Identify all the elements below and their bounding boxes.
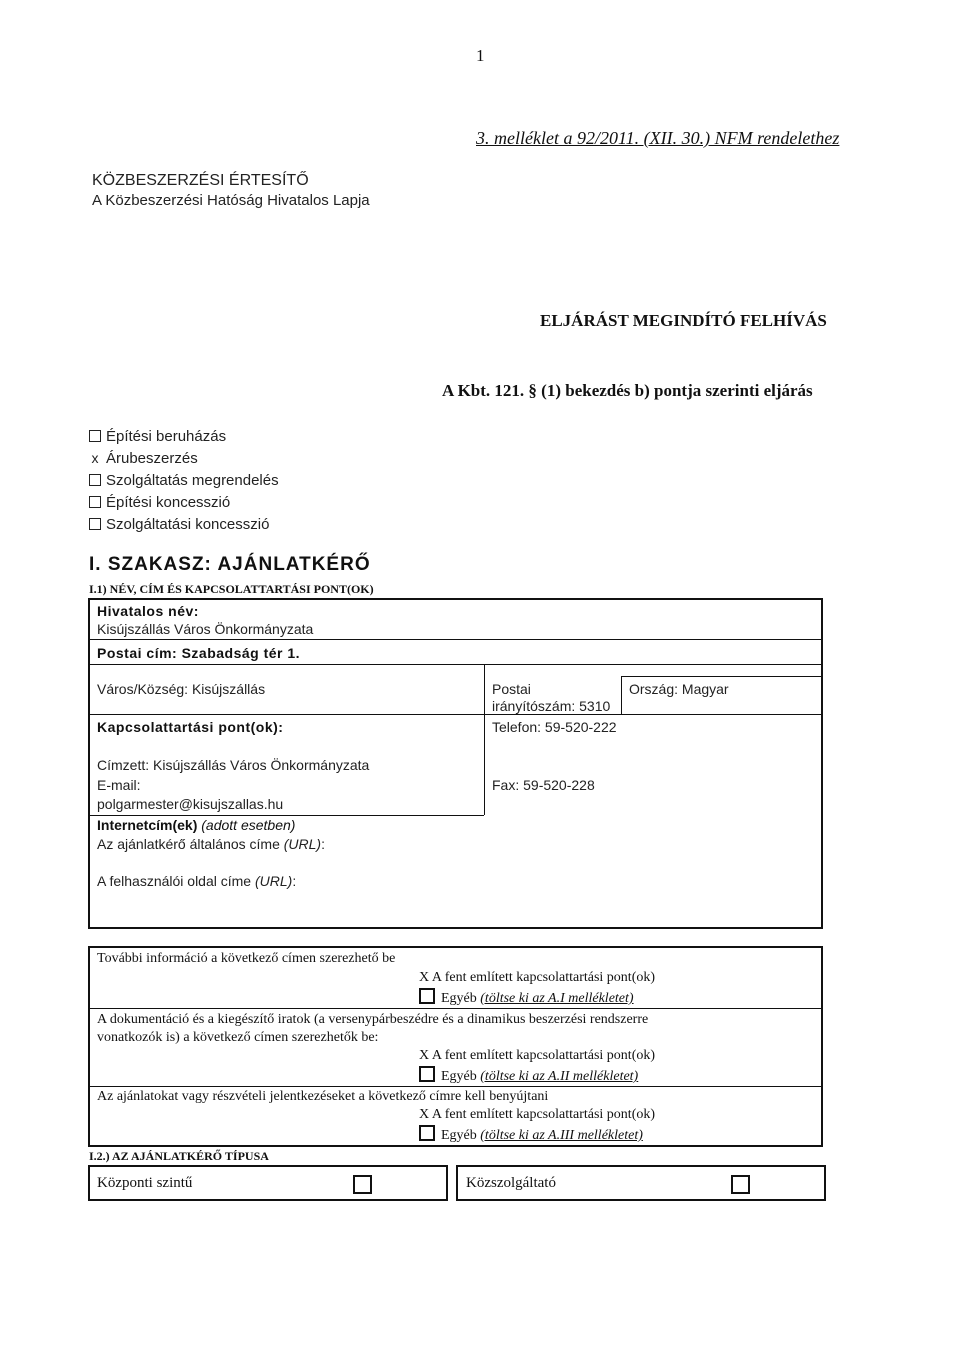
postal-code-label: Postai	[492, 681, 531, 697]
addressee: Címzett: Kisújszállás Város Önkormányzata	[97, 757, 370, 773]
checkbox-empty[interactable]	[419, 1125, 435, 1141]
contract-type-label: Árubeszerzés	[106, 449, 198, 467]
section-1-2-title: I.2.) AZ AJÁNLATKÉRŐ TÍPUSA	[89, 1149, 269, 1163]
public-utility-checkbox[interactable]	[731, 1175, 750, 1194]
contract-type-item	[89, 470, 279, 490]
option-above-contact[interactable]: X A fent említett kapcsolattartási pont(ok)	[419, 1107, 656, 1122]
page-number: 1	[476, 46, 485, 65]
x-mark: X	[419, 1048, 430, 1063]
divider	[89, 1086, 822, 1087]
divider	[484, 664, 485, 815]
postal-code: irányítószám: 5310	[492, 698, 611, 714]
contract-type-label: Építési beruházás	[106, 427, 227, 445]
email-address[interactable]: polgarmester@kisujszallas.hu	[97, 796, 284, 812]
documentation-question: A dokumentáció és a kiegészítő iratok (a versenypárbeszédre és a dinamikus beszerzési rendszerre	[97, 1012, 649, 1027]
divider	[89, 664, 822, 665]
official-name: Kisújszállás Város Önkormányzata	[97, 621, 314, 637]
public-utility-label: Közszolgáltató	[466, 1175, 556, 1191]
internet-heading	[97, 817, 295, 833]
checkbox-empty[interactable]	[89, 474, 101, 486]
divider	[621, 676, 622, 714]
contract-type-label: Építési koncesszió	[106, 493, 231, 511]
phone: Telefon: 59-520-222	[492, 719, 617, 735]
checkbox-empty[interactable]	[89, 518, 101, 530]
divider	[89, 714, 822, 715]
checkbox-empty[interactable]	[419, 988, 435, 1004]
procedure-type: A Kbt. 121. § (1) bekezdés b) pontja szerinti eljárás	[442, 381, 813, 400]
contract-type-item	[89, 492, 230, 512]
contract-type-label: Szolgáltatási koncesszió	[106, 515, 270, 533]
option-above-contact[interactable]: X A fent említett kapcsolattartási pont(ok)	[419, 1048, 656, 1063]
general-url-label: Az ajánlatkérő általános címe (URL):	[97, 836, 325, 852]
divider	[89, 1008, 822, 1009]
internet-note: (adott esetben)	[201, 817, 296, 833]
central-level-label: Központi szintű	[97, 1175, 193, 1191]
journal-subtitle: A Közbeszerzési Hatóság Hivatalos Lapja	[92, 192, 370, 209]
internet-label: Internetcím(ek)	[97, 817, 198, 833]
contract-type-item	[89, 426, 226, 446]
contact-points-label: Kapcsolattartási pont(ok):	[97, 719, 284, 735]
x-mark: X	[419, 1107, 430, 1122]
checkbox-empty[interactable]	[89, 430, 101, 442]
option-other[interactable]: Egyéb (töltse ki az A.I mellékletet)	[419, 988, 634, 1007]
email-label: E-mail:	[97, 777, 141, 793]
further-info-question: További információ a következő címen szerezhető be	[97, 951, 396, 966]
option-other[interactable]: Egyéb (töltse ki az A.III mellékletet)	[419, 1125, 643, 1144]
divider	[89, 815, 484, 816]
checkbox-empty[interactable]	[419, 1066, 435, 1082]
official-name-label: Hivatalos név:	[97, 603, 199, 619]
annex-reference: 3. melléklet a 92/2011. (XII. 30.) NFM rendelethez	[476, 128, 840, 148]
journal-name: KÖZBESZERZÉSI ÉRTESÍTŐ	[92, 172, 309, 189]
documentation-question-cont: vonatkozók is) a következő címen szerezhetők be:	[97, 1030, 379, 1045]
checkbox-empty[interactable]	[89, 496, 101, 508]
option-above-contact[interactable]: X A fent említett kapcsolattartási pont(ok)	[419, 970, 656, 985]
city: Város/Község: Kisújszállás	[97, 681, 266, 697]
subsection-title: I.1) NÉV, CÍM ÉS KAPCSOLATTARTÁSI PONT(OK)	[89, 582, 374, 596]
postal-address: Postai cím: Szabadság tér 1.	[97, 645, 301, 661]
section-title: I. SZAKASZ: AJÁNLATKÉRŐ	[89, 554, 371, 575]
contract-type-item	[89, 514, 269, 534]
document-title: ELJÁRÁST MEGINDÍTÓ FELHÍVÁS	[540, 311, 827, 330]
user-url-label: A felhasználói oldal címe (URL):	[97, 873, 297, 889]
country: Ország: Magyar	[629, 681, 729, 697]
divider	[89, 639, 822, 640]
contract-type-label: Szolgáltatás megrendelés	[106, 471, 279, 489]
option-other[interactable]: Egyéb (töltse ki az A.II mellékletet)	[419, 1066, 638, 1085]
x-mark: X	[419, 970, 430, 985]
central-level-checkbox[interactable]	[353, 1175, 372, 1194]
submission-question: Az ajánlatokat vagy részvételi jelentkezéseket a következő címre kell benyújtani	[97, 1089, 549, 1104]
checkbox-x-mark[interactable]: x	[91, 450, 99, 466]
contract-type-item	[89, 448, 198, 468]
divider	[621, 676, 821, 677]
fax: Fax: 59-520-228	[492, 777, 595, 793]
